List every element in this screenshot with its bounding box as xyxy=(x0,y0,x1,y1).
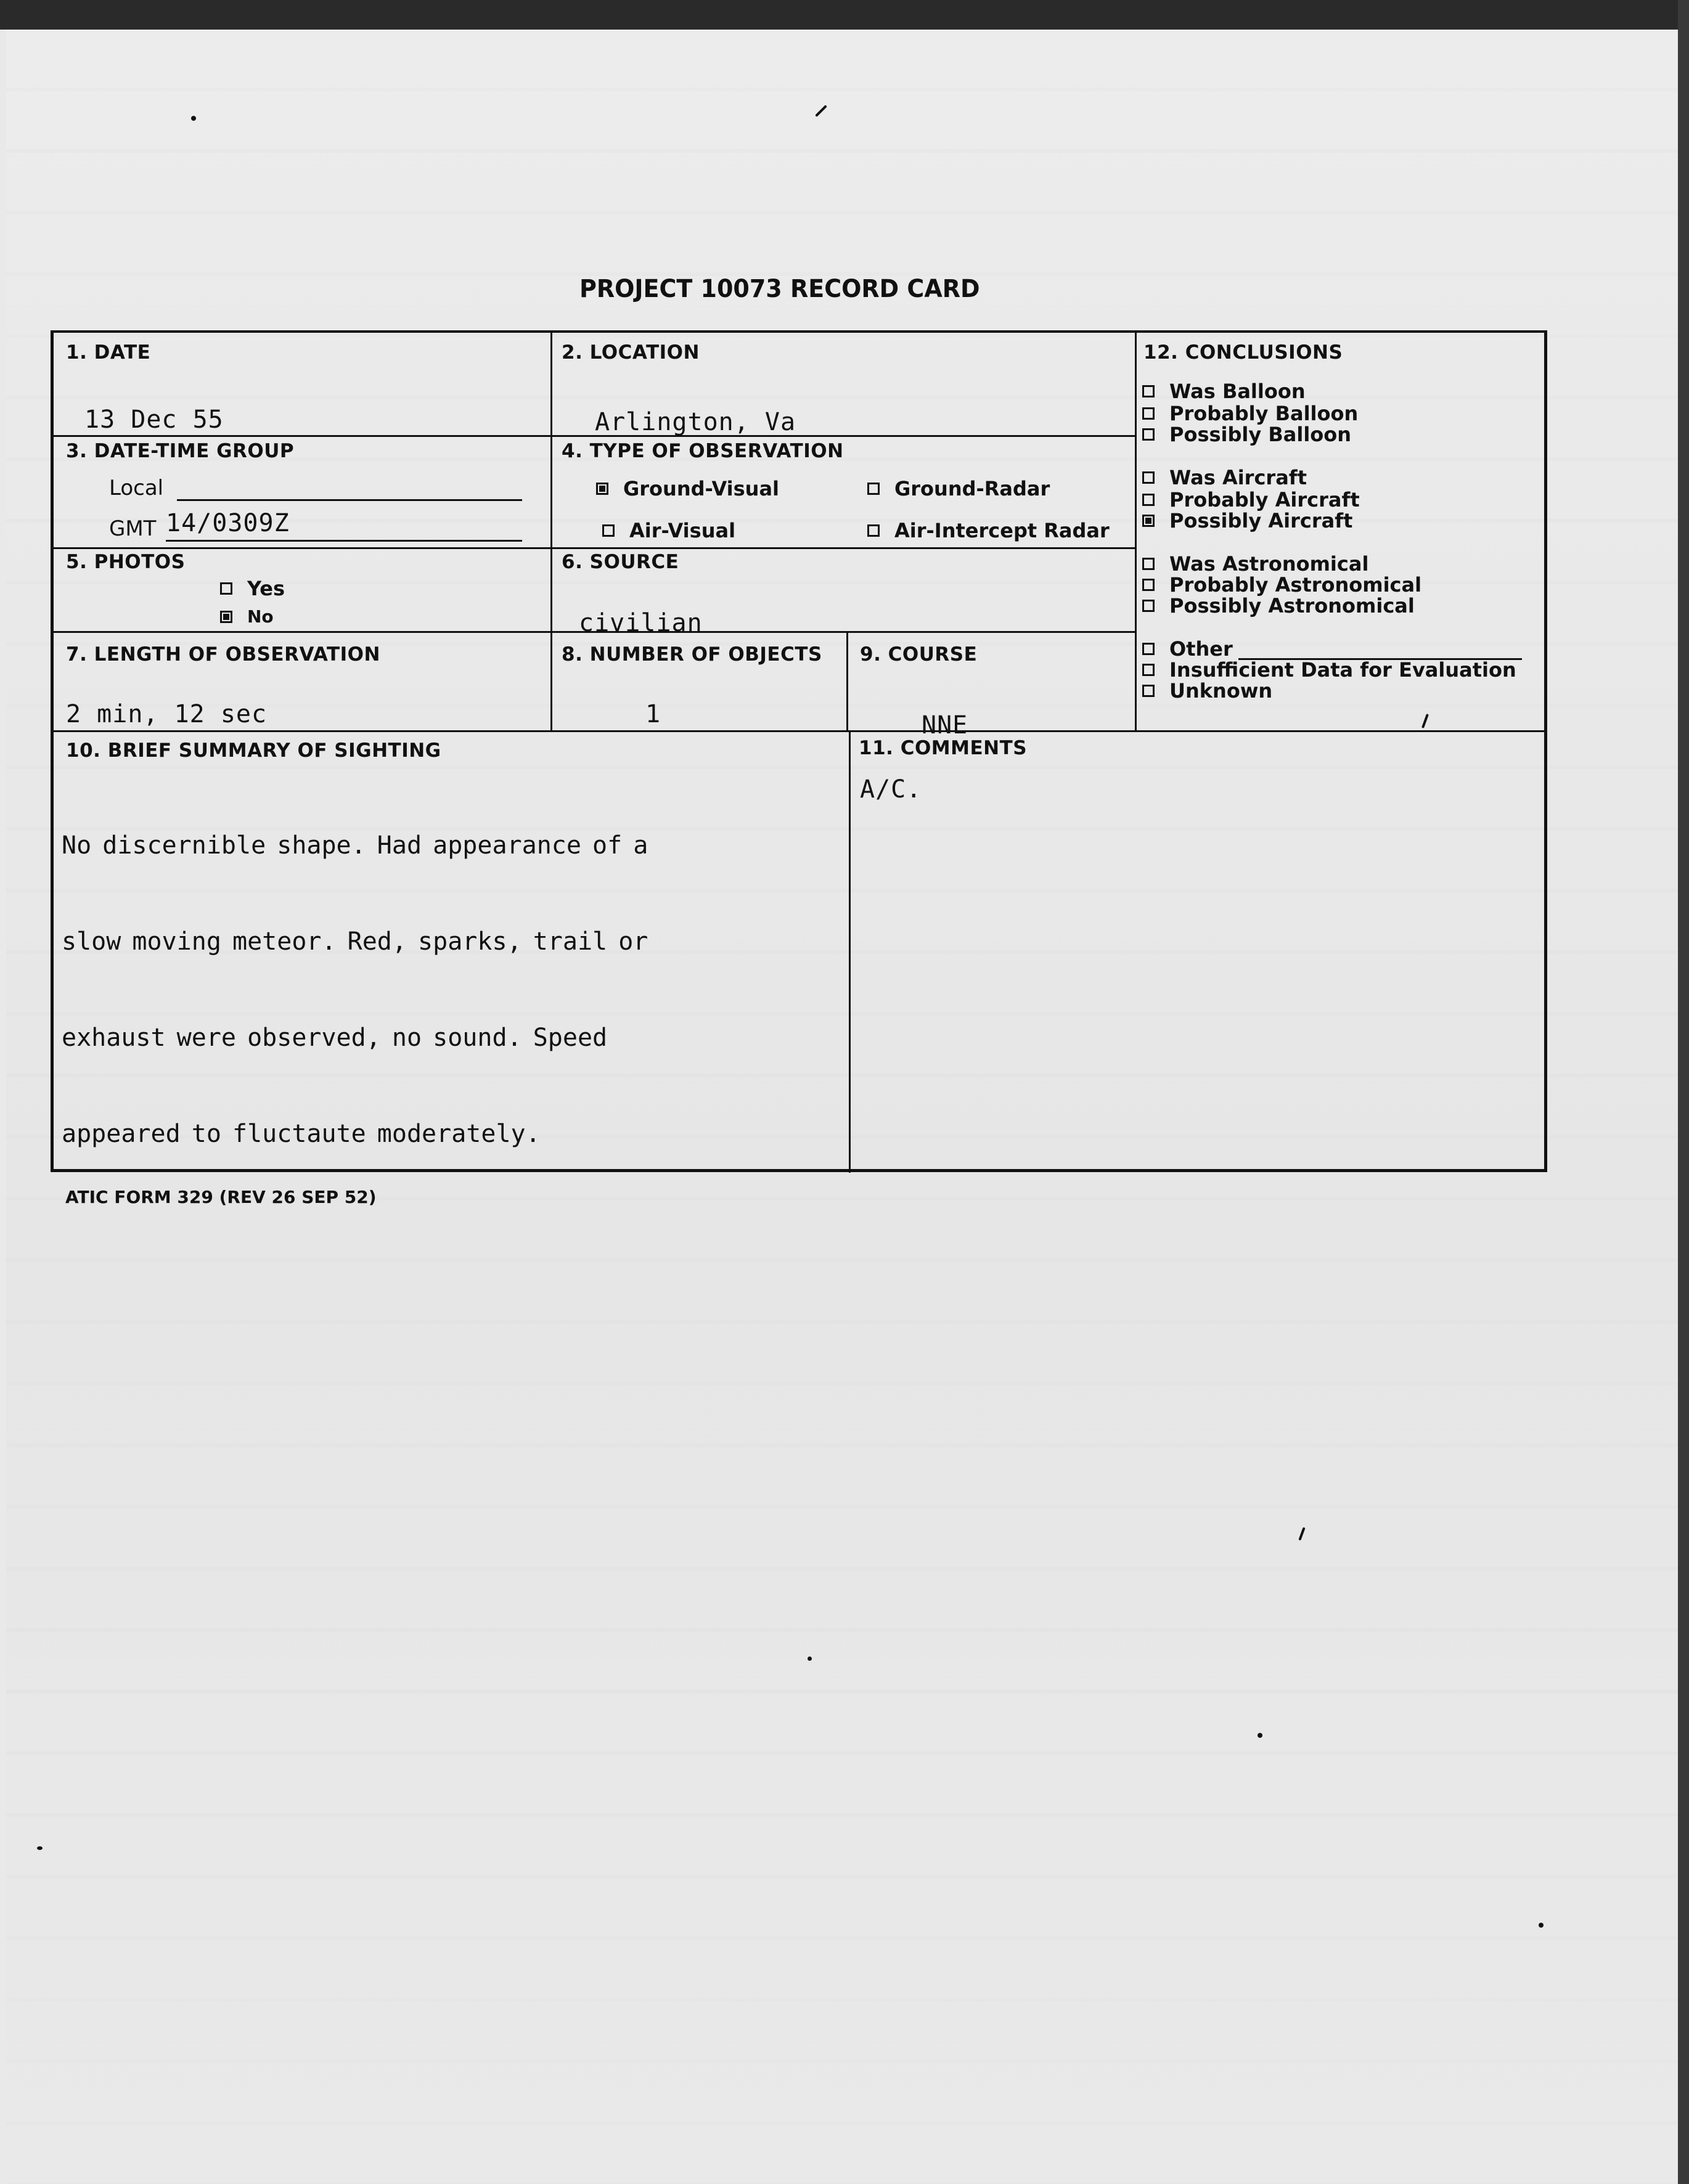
summary-label: 10. BRIEF SUMMARY OF SIGHTING xyxy=(66,740,441,762)
possibly-balloon-checkbox[interactable] xyxy=(1142,428,1155,441)
divider-col-course xyxy=(846,631,848,730)
divider-row-1 xyxy=(54,435,1135,437)
gmt-value: 14/0309Z xyxy=(166,509,290,537)
source-label: 6. SOURCE xyxy=(562,551,679,573)
air-intercept-radar-checkbox[interactable] xyxy=(867,524,880,537)
date-value: 13 Dec 55 xyxy=(84,405,224,434)
possibly-astronomical-checkbox[interactable] xyxy=(1142,600,1155,612)
ground-visual-checkbox[interactable] xyxy=(596,483,608,495)
photos-no-checkbox[interactable] xyxy=(220,611,232,623)
location-value: Arlington, Va xyxy=(595,408,796,436)
air-visual-label: Air-Visual xyxy=(629,519,736,542)
was-aircraft-label: Was Aircraft xyxy=(1169,466,1307,489)
summary-line: appeared to fluctaute moderately. xyxy=(62,1120,541,1148)
scan-speck xyxy=(808,1656,812,1661)
summary-line: No discernible shape. Had appearance of a xyxy=(62,831,648,860)
conclusion-possibly-astronomical[interactable] xyxy=(1142,594,1415,617)
conclusion-possibly-aircraft[interactable] xyxy=(1142,509,1352,532)
possibly-aircraft-checkbox[interactable] xyxy=(1142,515,1155,527)
comments-value: A/C. xyxy=(860,775,922,804)
course-label: 9. COURSE xyxy=(860,643,978,666)
length-label: 7. LENGTH OF OBSERVATION xyxy=(66,643,380,666)
divider-col-2 xyxy=(1135,333,1137,730)
probably-astronomical-checkbox[interactable] xyxy=(1142,579,1155,591)
conclusion-was-aircraft[interactable] xyxy=(1142,466,1307,489)
was-astronomical-checkbox[interactable] xyxy=(1142,558,1155,570)
conclusion-unknown[interactable] xyxy=(1142,679,1272,703)
divider-col-comments xyxy=(849,730,851,1173)
divider-col-1 xyxy=(550,333,552,730)
unknown-label: Unknown xyxy=(1169,679,1273,703)
gmt-label: GMT xyxy=(109,516,157,541)
scan-right-border xyxy=(1678,0,1689,2184)
ground-visual-label: Ground-Visual xyxy=(623,477,780,500)
scan-top-border xyxy=(0,0,1689,30)
summary-text xyxy=(62,765,844,1214)
document-page xyxy=(6,30,1678,2184)
option-photos-no[interactable] xyxy=(220,606,274,627)
possibly-balloon-label: Possibly Balloon xyxy=(1169,423,1352,446)
was-astronomical-label: Was Astronomical xyxy=(1169,552,1369,576)
possibly-astronomical-label: Possibly Astronomical xyxy=(1169,594,1415,617)
length-value: 2 min, 12 sec xyxy=(66,700,268,728)
conclusions-list xyxy=(1142,333,1537,730)
photos-no-label: No xyxy=(247,606,274,627)
conclusion-probably-balloon[interactable] xyxy=(1142,402,1358,425)
probably-balloon-label: Probably Balloon xyxy=(1169,402,1359,425)
ground-radar-checkbox[interactable] xyxy=(867,483,880,495)
observation-type-label: 4. TYPE OF OBSERVATION xyxy=(562,440,844,462)
conclusions-label: 12. CONCLUSIONS xyxy=(1143,341,1343,364)
insufficient-data-label: Insufficient Data for Evaluation xyxy=(1169,658,1516,682)
scan-speck xyxy=(1539,1923,1544,1928)
divider-row-2 xyxy=(54,547,1135,549)
scan-speck xyxy=(191,116,196,121)
local-time-underline xyxy=(177,499,522,501)
option-air-visual[interactable] xyxy=(602,519,735,542)
photos-label: 5. PHOTOS xyxy=(66,551,186,573)
unknown-checkbox[interactable] xyxy=(1142,685,1155,697)
probably-balloon-checkbox[interactable] xyxy=(1142,407,1155,420)
option-ground-visual[interactable] xyxy=(596,477,779,500)
location-label: 2. LOCATION xyxy=(562,341,700,364)
course-value: NNE xyxy=(922,711,968,740)
card-title: PROJECT 10073 RECORD CARD xyxy=(579,275,980,303)
other-label: Other xyxy=(1169,637,1233,661)
objects-value: 1 xyxy=(645,700,661,728)
option-photos-yes[interactable] xyxy=(220,577,285,600)
scan-speck xyxy=(37,1846,43,1850)
option-air-intercept-radar[interactable] xyxy=(867,519,1110,542)
summary-line: exhaust were observed, no sound. Speed xyxy=(62,1024,608,1052)
photos-yes-label: Yes xyxy=(247,577,285,600)
objects-label: 8. NUMBER OF OBJECTS xyxy=(562,643,822,666)
form-id: ATIC FORM 329 (REV 26 SEP 52) xyxy=(65,1187,377,1207)
possibly-aircraft-label: Possibly Aircraft xyxy=(1169,509,1353,532)
conclusion-was-astronomical[interactable] xyxy=(1142,552,1368,576)
local-time-label: Local xyxy=(109,476,164,500)
photos-yes-checkbox[interactable] xyxy=(220,582,232,595)
summary-line: slow moving meteor. Red, sparks, trail or xyxy=(62,927,648,956)
date-label: 1. DATE xyxy=(66,341,151,364)
was-aircraft-checkbox[interactable] xyxy=(1142,471,1155,484)
date-time-group-label: 3. DATE-TIME GROUP xyxy=(66,440,295,462)
air-visual-checkbox[interactable] xyxy=(602,524,615,537)
option-ground-radar[interactable] xyxy=(867,477,1050,500)
conclusion-probably-aircraft[interactable] xyxy=(1142,488,1360,511)
comments-label: 11. COMMENTS xyxy=(859,737,1028,759)
probably-astronomical-label: Probably Astronomical xyxy=(1169,573,1422,597)
probably-aircraft-checkbox[interactable] xyxy=(1142,494,1155,506)
conclusion-other[interactable] xyxy=(1142,637,1233,661)
air-intercept-radar-label: Air-Intercept Radar xyxy=(894,519,1110,542)
scan-speck xyxy=(1258,1733,1262,1738)
ground-radar-label: Ground-Radar xyxy=(894,477,1050,500)
was-balloon-label: Was Balloon xyxy=(1169,380,1306,403)
insufficient-data-checkbox[interactable] xyxy=(1142,664,1155,676)
source-value: civilian xyxy=(579,609,703,637)
was-balloon-checkbox[interactable] xyxy=(1142,385,1155,397)
conclusion-probably-astronomical[interactable] xyxy=(1142,573,1421,597)
gmt-underline xyxy=(166,540,522,542)
conclusion-was-balloon[interactable] xyxy=(1142,380,1306,403)
conclusion-insufficient-data[interactable] xyxy=(1142,658,1516,682)
conclusion-possibly-balloon[interactable] xyxy=(1142,423,1351,446)
other-checkbox[interactable] xyxy=(1142,643,1155,655)
divider-row-4 xyxy=(54,730,1545,732)
probably-aircraft-label: Probably Aircraft xyxy=(1169,488,1360,511)
